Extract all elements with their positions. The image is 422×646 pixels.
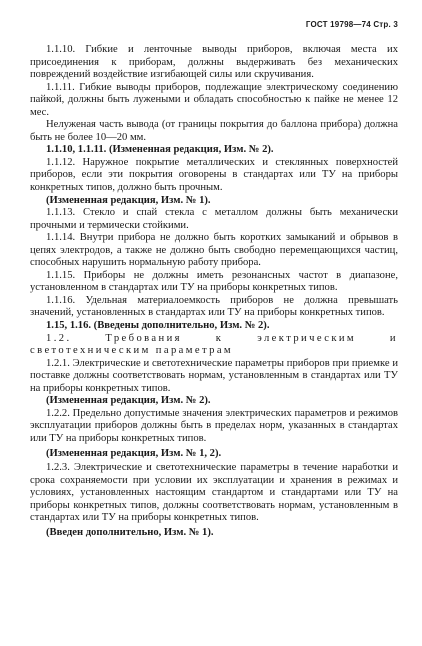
paragraph-1-1-10: 1.1.10. Гибкие и ленточные выводы приборов, включая места их присоединения к приборам, должны выдерживать без механических повреждений воздействие изгибающей силы или скручивания. xyxy=(30,44,398,81)
page-header: ГОСТ 19798—74 Стр. 3 xyxy=(305,20,398,29)
section-heading-1-2: 1.2. Требования к электрическим и светотехническим параметрам xyxy=(30,332,398,357)
paragraph-1-2-2: 1.2.2. Предельно допустимые значения электрических параметров и режимов эксплуатации приборов должны быть в пределах норм, указанных в стандартах или ТУ на приборы конкретных типов. xyxy=(30,407,398,444)
paragraph-1-1-11: 1.1.11. Гибкие выводы приборов, подлежащие электрическому соединению пайкой, должны быть лужеными и обладать способностью к пайке не менее 12 мес. xyxy=(30,81,398,118)
paragraph-unsoldered-part: Нелуженая часть вывода (от границы покрытия до баллона прибора) должна быть не более 10—20 мм. xyxy=(30,119,398,143)
paragraph-1-1-13: 1.1.13. Стекло и спай стекла с металлом должны быть механически прочными и термически стойкими. xyxy=(30,207,398,231)
amendment-note: (Введен дополнительно, Изм. № 1). xyxy=(46,526,214,538)
amendment-note: (Измененная редакция, Изм. № 1, 2). xyxy=(46,447,222,459)
paragraph-1-1-14: 1.1.14. Внутри прибора не должно быть коротких замыканий и обрывов в цепях электродов, а также не должно быть свободно перемещающихся частиц, способных нарушить нормальную работу прибора. xyxy=(30,232,398,269)
amendment-note: (Измененная редакция, Изм. № 2). xyxy=(46,395,211,407)
amendment-note: 1.1.10, 1.1.11. (Измененная редакция, Изм. № 2). xyxy=(46,144,274,156)
amendment-note: (Измененная редакция, Изм. № 1). xyxy=(46,194,211,206)
paragraph-1-1-12: 1.1.12. Наружное покрытие металлических и стеклянных поверхностей приборов, если эти покрытия оговорены в стандартах или ТУ на приборы конкретных типов, должно быть прочным. xyxy=(30,156,398,194)
paragraph-1-1-16: 1.1.16. Удельная материалоемкость приборов не должна превышать значений, установленных в стандартах или ТУ на приборы конкретных типов. xyxy=(30,294,398,319)
amendment-note: 1.15, 1.16. (Введены дополнительно, Изм. № 2). xyxy=(46,320,270,332)
document-body xyxy=(30,44,398,539)
paragraph-1-2-1: 1.2.1. Электрические и светотехнические параметры приборов при приемке и поставке должны соответствовать нормам, установленным в стандартах или ТУ на приборы конкретных типов. xyxy=(30,357,398,394)
paragraph-1-2-3: 1.2.3. Электрические и светотехнические параметры в течение наработки и срока сохраняемости при условии их эксплуатации и хранения в режимах и условиях, установленных настоящим стандартом и стандартами или ТУ на приборы конкретных типов, должны соответствовать нормам, установленным в стандартах или ТУ на приборы конкретных типов. xyxy=(30,462,398,524)
paragraph-1-1-15: 1.1.15. Приборы не должны иметь резонансных частот в диапазоне, установленном в стандартах или ТУ на приборы конкретных типов. xyxy=(30,269,398,294)
